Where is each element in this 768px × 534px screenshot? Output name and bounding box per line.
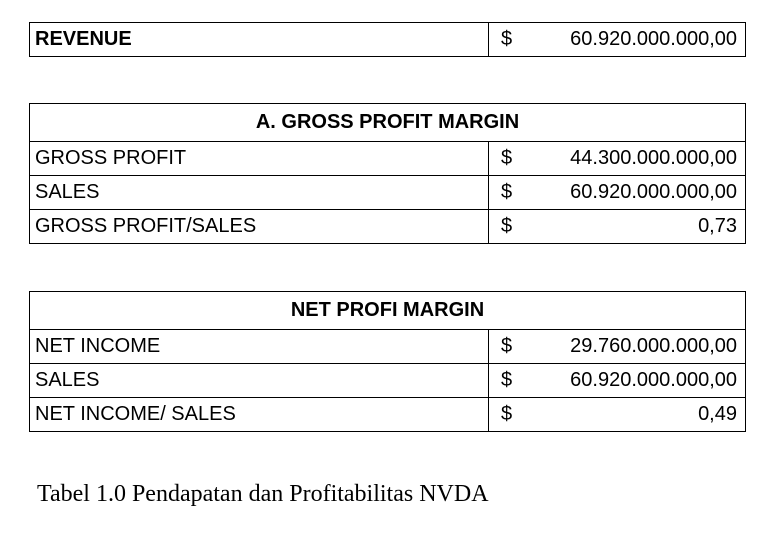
currency-symbol: $ [501, 215, 513, 237]
net-profit-margin-header: NET PROFI MARGIN [30, 292, 746, 330]
net-profit-margin-table [29, 291, 746, 432]
row-value-cell [489, 364, 746, 398]
currency-symbol: $ [501, 403, 513, 425]
gross-profit-margin-header: A. GROSS PROFIT MARGIN [30, 104, 746, 142]
currency-symbol: $ [501, 181, 513, 203]
row-value: 0,73 [698, 215, 737, 237]
currency-symbol: $ [501, 369, 513, 391]
currency-symbol: $ [501, 335, 513, 357]
row-label: GROSS PROFIT/SALES [30, 210, 489, 244]
row-label: GROSS PROFIT [30, 142, 489, 176]
row-label: SALES [30, 364, 489, 398]
row-value: 0,49 [698, 403, 737, 425]
table-header-row [30, 104, 746, 142]
table-row [30, 210, 746, 244]
row-value: 60.920.000.000,00 [570, 181, 737, 203]
table-row [30, 142, 746, 176]
table-row [30, 23, 746, 57]
row-value: 60.920.000.000,00 [570, 369, 737, 391]
row-label: NET INCOME [30, 330, 489, 364]
row-value-cell [489, 398, 746, 432]
gross-profit-margin-table [29, 103, 746, 244]
row-value-cell [489, 210, 746, 244]
revenue-value-cell [489, 23, 746, 57]
table-row [30, 330, 746, 364]
row-value-cell [489, 330, 746, 364]
row-label: SALES [30, 176, 489, 210]
row-label: NET INCOME/ SALES [30, 398, 489, 432]
row-value-cell [489, 142, 746, 176]
currency-symbol: $ [501, 147, 513, 169]
row-value: 44.300.000.000,00 [570, 147, 737, 169]
table-row [30, 398, 746, 432]
revenue-table [29, 22, 746, 57]
revenue-value: 60.920.000.000,00 [570, 28, 737, 50]
table-header-row [30, 292, 746, 330]
table-caption: Tabel 1.0 Pendapatan dan Profitabilitas NVDA [37, 481, 489, 507]
table-row [30, 364, 746, 398]
row-value: 29.760.000.000,00 [570, 335, 737, 357]
currency-symbol: $ [501, 28, 513, 50]
table-row [30, 176, 746, 210]
row-value-cell [489, 176, 746, 210]
revenue-label: REVENUE [30, 23, 489, 57]
